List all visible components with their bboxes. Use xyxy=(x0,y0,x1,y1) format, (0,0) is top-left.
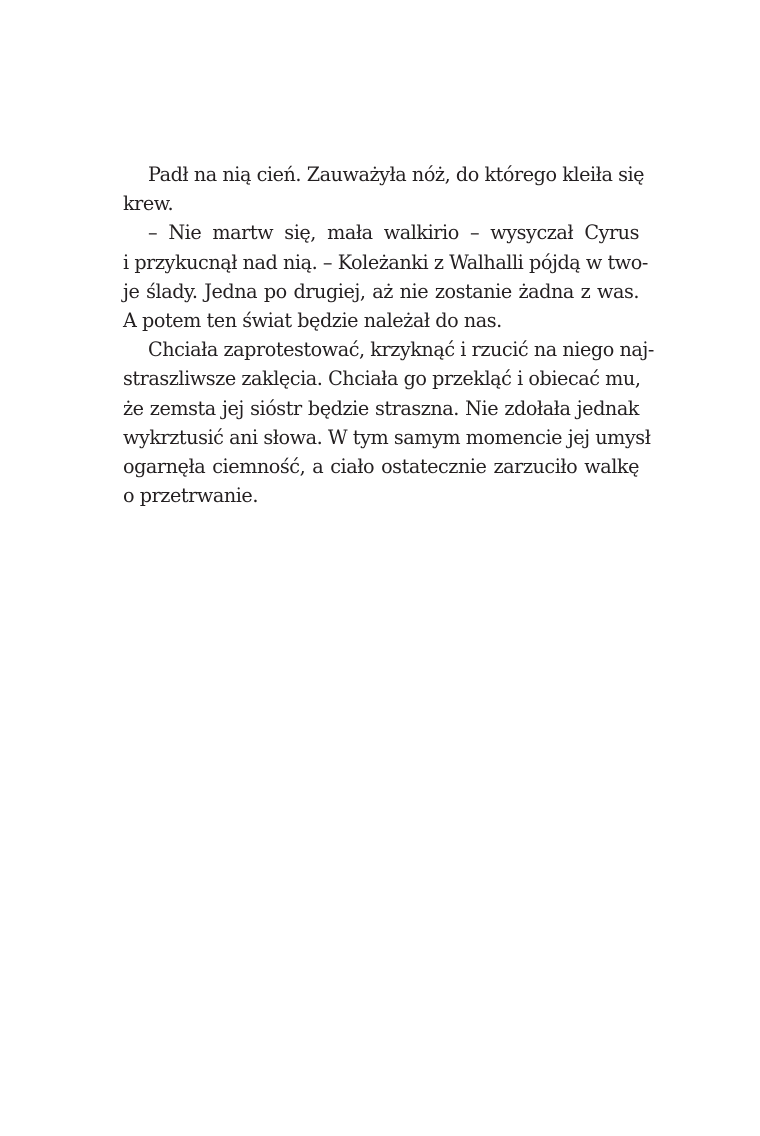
text-line: Chciała zaprotestować, krzyknąć i rzucić na niego naj- xyxy=(148,338,654,362)
text-line: wykrztusić ani słowa. W tym samym momencie jej umysł xyxy=(123,425,651,449)
text-line: straszliwsze zaklęcia. Chciała go przekląć i obiecać mu, xyxy=(123,367,641,391)
text-line: je ślady. Jedna po drugiej, aż nie zostanie żadna z was. xyxy=(123,279,639,303)
text-line: że zemsta jej sióstr będzie straszna. Nie zdołała jednak xyxy=(123,396,639,420)
text-line: krew. xyxy=(123,192,174,216)
paragraph-2 xyxy=(123,218,648,335)
text-line: ogarnęła ciemność, a ciało ostatecznie zarzuciło walkę xyxy=(123,454,639,478)
text-line: – Nie martw się, mała walkirio – wysyczał Cyrus xyxy=(148,221,639,245)
text-line: i przykucnął nad nią. – Koleżanki z Walhalli pójdą w two- xyxy=(123,250,648,274)
text-line: o przetrwanie. xyxy=(123,484,258,508)
paragraph-3 xyxy=(123,335,654,510)
body-text xyxy=(123,160,654,510)
text-line: Padł na nią cień. Zauważyła nóż, do którego kleiła się xyxy=(148,163,645,186)
paragraph-1 xyxy=(123,160,645,218)
text-line: A potem ten świat będzie należał do nas. xyxy=(123,308,502,332)
